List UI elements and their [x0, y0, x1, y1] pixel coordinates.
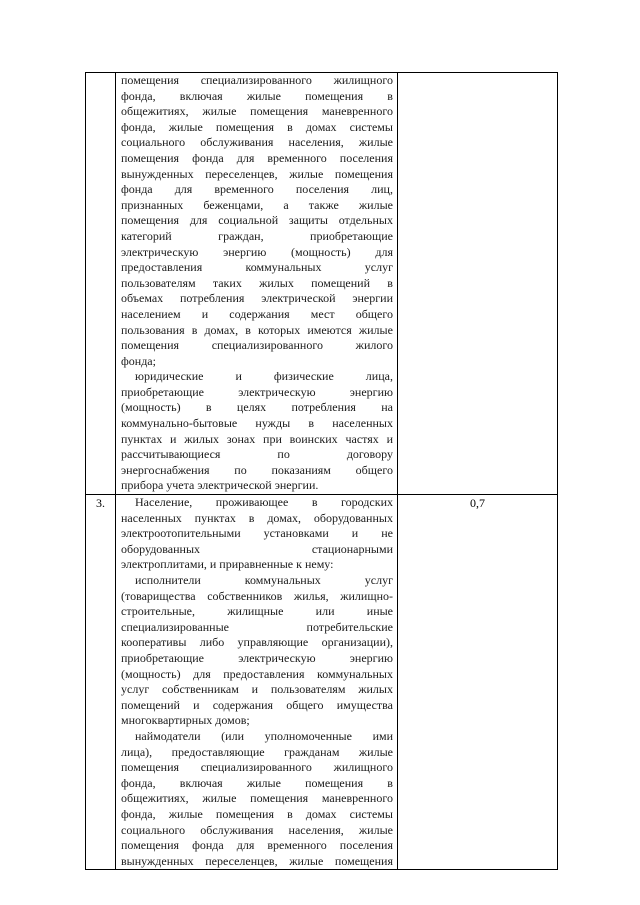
text-line — [121, 807, 393, 823]
text-word: электрической — [261, 291, 336, 306]
text-word: населением — [121, 306, 181, 321]
text-word: включая — [179, 88, 223, 103]
text-line — [121, 651, 393, 667]
text-word: и — [351, 526, 359, 541]
text-line — [121, 416, 393, 432]
text-word: электрическую — [238, 650, 316, 665]
text-word: помещения — [121, 338, 180, 353]
text-word: помещений — [121, 697, 180, 712]
text-word: ими — [372, 728, 393, 743]
text-word: содержания — [229, 306, 290, 321]
text-word: и — [251, 682, 259, 697]
text-word: пользователям — [121, 275, 196, 290]
text-word: жилые — [358, 322, 393, 337]
text-word: жилых — [259, 275, 294, 290]
text-word: поселения — [295, 182, 350, 197]
text-word: в — [287, 119, 293, 134]
row-number-cell — [86, 73, 116, 495]
text-word: общежитиях, — [121, 791, 189, 806]
text-word: жилищные — [227, 604, 284, 619]
text-word: жилые — [168, 119, 203, 134]
text-word: кооперативы — [121, 635, 187, 650]
text-word: жилые — [246, 88, 281, 103]
text-word: для — [189, 213, 208, 228]
text-word: приобретающие — [121, 384, 204, 399]
text-word: для — [174, 182, 193, 197]
text-word: населенных — [121, 510, 182, 525]
text-word: по — [234, 462, 247, 477]
text-word: признанных — [121, 197, 184, 212]
text-word: в — [387, 88, 393, 103]
text-word: пунктах — [194, 510, 236, 525]
text-word: специализированного — [200, 73, 312, 87]
table-row-continuation — [86, 73, 558, 495]
text-word: электрическую — [238, 384, 316, 399]
text-word: временного — [267, 838, 327, 853]
text-word: системы — [349, 119, 393, 134]
text-word: в — [248, 510, 255, 525]
text-word: услуг — [121, 682, 150, 697]
text-word: жилые — [358, 822, 393, 837]
text-word: рассчитывающиеся — [121, 447, 221, 462]
text-word: жилых — [358, 682, 393, 697]
text-line — [121, 791, 393, 807]
row-number — [86, 73, 115, 74]
text-word: помещений — [311, 275, 371, 290]
text-word: в — [191, 322, 198, 337]
text-word: таких — [212, 275, 242, 290]
text-line — [121, 213, 393, 229]
text-line — [121, 526, 393, 542]
text-word: коммунальных — [245, 260, 322, 275]
row-coefficient-cell — [398, 73, 558, 495]
text-word: населения, — [288, 822, 344, 837]
text-word: населения, — [288, 135, 344, 150]
row-coefficient — [398, 73, 557, 74]
text-word: собственникам — [162, 682, 239, 697]
text-word: пользования — [121, 322, 185, 337]
text-word: специализированного — [211, 338, 323, 353]
text-word: лица, — [365, 369, 393, 384]
text-word: в — [205, 400, 212, 415]
text-word: частях — [345, 431, 379, 446]
text-line — [121, 682, 393, 698]
row-description-cell — [116, 73, 398, 495]
text-word: также — [308, 197, 339, 212]
text-word: отдельных — [338, 213, 393, 228]
text-word: специализированные — [121, 619, 229, 634]
text-line — [121, 838, 393, 854]
text-word: общего — [355, 462, 393, 477]
text-word: обслуживания — [200, 822, 274, 837]
text-word: и — [201, 306, 209, 321]
text-word: в — [311, 495, 318, 510]
text-word: потребления — [291, 400, 356, 415]
text-word: жилого — [355, 338, 393, 353]
text-word: потребительские — [306, 619, 393, 634]
text-line — [121, 245, 393, 261]
text-word: коммунально-бытовые — [121, 416, 238, 431]
text-word: зонах — [226, 431, 256, 446]
text-line — [121, 323, 393, 339]
text-word: и — [193, 697, 200, 712]
text-word: а — [283, 197, 289, 212]
table-row-3 — [86, 495, 558, 870]
text-word: жилые — [202, 104, 237, 119]
text-word: маневренного — [321, 104, 393, 119]
text-word: (мощность) — [291, 244, 351, 259]
text-line — [121, 511, 393, 527]
text-word: помещения — [121, 760, 180, 775]
text-word: помещения — [121, 150, 180, 165]
row-description — [116, 495, 397, 869]
text-word: фонда — [192, 838, 224, 853]
text-line — [121, 167, 393, 183]
text-line — [121, 635, 393, 651]
text-word: (или — [221, 728, 244, 743]
text-word: или — [315, 604, 335, 619]
row-description — [116, 73, 397, 494]
text-word: юридические — [135, 369, 204, 384]
text-word: городских — [341, 495, 393, 510]
text-word: защиты — [288, 213, 328, 228]
text-word: договору — [346, 447, 393, 462]
text-word: для — [236, 150, 255, 165]
text-word: категорий — [121, 228, 172, 243]
text-word: иные — [366, 604, 393, 619]
text-word: помещения — [250, 791, 309, 806]
text-word: обслуживания — [200, 135, 274, 150]
text-word: воинских — [289, 431, 338, 446]
text-word: оборудованных — [313, 510, 393, 525]
text-word: домах — [305, 119, 337, 134]
text-line — [121, 198, 393, 214]
text-line — [121, 823, 393, 839]
text-word: на — [381, 400, 393, 415]
text-word: электроотопительными — [121, 526, 241, 541]
text-word: проживающее — [215, 495, 289, 510]
text-word: услуг — [364, 260, 393, 275]
text-word: предоставления — [121, 260, 203, 275]
text-line — [121, 729, 393, 745]
text-word: помещения — [121, 213, 180, 228]
text-word: пунктах — [121, 431, 163, 446]
text-word: для — [375, 244, 393, 259]
text-word: и — [170, 431, 177, 446]
text-word: фонда — [192, 150, 224, 165]
text-word: жилищного — [333, 760, 393, 775]
text-word: для — [193, 666, 211, 681]
text-word: в — [387, 775, 393, 790]
text-word: жилья, — [293, 588, 329, 603]
text-line — [121, 385, 393, 401]
text-word: по — [277, 447, 290, 462]
text-word: жилые — [289, 166, 324, 181]
text-line: многоквартирных домов; — [121, 713, 250, 728]
text-word: фонда, — [121, 806, 156, 821]
text-line — [121, 104, 393, 120]
text-word: наймодатели — [135, 728, 201, 743]
text-line — [121, 432, 393, 448]
text-word: временного — [214, 182, 274, 197]
text-word: жилые — [202, 791, 237, 806]
text-word: предоставления — [223, 666, 305, 681]
text-word: энергии — [352, 291, 393, 306]
row-coefficient: 0,7 — [470, 496, 485, 511]
text-line — [121, 120, 393, 136]
text-word: в — [287, 806, 293, 821]
text-word: и — [235, 369, 242, 384]
text-line — [121, 495, 393, 511]
text-line — [121, 745, 393, 761]
text-word: (товарищества — [121, 588, 196, 603]
text-word: населенных — [332, 416, 393, 431]
text-word: временного — [267, 150, 327, 165]
text-word: установками — [263, 526, 329, 541]
text-word: переселенцев, — [205, 166, 278, 181]
text-word: приобретающие — [310, 228, 393, 243]
text-word: помещения — [121, 73, 180, 87]
text-line — [121, 182, 393, 198]
text-word: пользователям — [270, 682, 346, 697]
text-word: помещения — [121, 838, 180, 853]
text-line — [121, 776, 393, 792]
text-line — [121, 573, 393, 589]
text-word: коммунальных — [244, 573, 321, 587]
text-word: потребления — [179, 291, 245, 306]
text-word: и — [386, 431, 393, 446]
text-line — [121, 760, 393, 776]
text-line — [121, 338, 393, 354]
text-line — [121, 854, 393, 870]
text-word: в — [245, 322, 251, 337]
text-line — [121, 400, 393, 416]
text-word: домах — [305, 806, 337, 821]
row-number: 3. — [96, 496, 105, 511]
text-line — [121, 276, 393, 292]
text-word: содержания — [212, 697, 274, 712]
text-line — [121, 447, 393, 463]
text-word: энергию — [349, 384, 393, 399]
text-line: электроплитами, и приравненные к нему: — [121, 557, 334, 572]
text-word: фонда, — [121, 88, 156, 103]
text-word: помещения — [215, 806, 274, 821]
text-word: жилищного — [333, 73, 393, 87]
text-word: стационарными — [311, 541, 393, 556]
text-line — [121, 135, 393, 151]
text-word: беженцами, — [203, 197, 264, 212]
text-word: не — [381, 526, 393, 541]
text-word: нужды — [255, 416, 291, 431]
text-word: жилые — [246, 775, 281, 790]
text-word: жилищно- — [340, 588, 393, 603]
text-line — [121, 667, 393, 683]
text-word: энергию — [349, 650, 393, 665]
text-word: лиц, — [371, 182, 393, 197]
row-coefficient-cell — [398, 495, 558, 870]
text-word: физические — [273, 369, 334, 384]
text-word: фонда, — [121, 119, 156, 134]
text-word: домах, — [267, 510, 302, 525]
text-word: энергию — [223, 244, 267, 259]
text-word: включая — [179, 775, 223, 790]
text-word: гражданам — [284, 744, 340, 759]
text-word: для — [236, 838, 255, 853]
text-word: социального — [121, 135, 186, 150]
text-line — [121, 73, 393, 89]
text-word: электрическую — [121, 244, 199, 259]
text-line — [121, 698, 393, 714]
text-word: собственников — [207, 588, 283, 603]
text-line: фонда; — [121, 353, 156, 368]
text-word: общего — [286, 697, 324, 712]
text-word: предоставляющие — [171, 744, 265, 759]
text-word: жилые — [358, 197, 393, 212]
text-line — [121, 369, 393, 385]
text-word: в — [387, 275, 393, 290]
text-line — [121, 151, 393, 167]
text-line — [121, 307, 393, 323]
text-word: специализированного — [200, 760, 312, 775]
text-word: при — [263, 431, 282, 446]
text-word: помещения — [334, 853, 393, 868]
text-word: фонда — [121, 182, 153, 197]
text-word: имеются — [307, 322, 352, 337]
text-word: в — [308, 416, 315, 431]
text-word: системы — [349, 806, 393, 821]
text-word: управляющие — [237, 635, 309, 650]
text-word: жилые — [289, 853, 324, 868]
text-word: целях — [236, 400, 267, 415]
text-word: фонда, — [121, 775, 156, 790]
text-word: услуг — [364, 573, 393, 587]
text-line — [121, 291, 393, 307]
text-line — [121, 260, 393, 276]
text-word: помещения — [305, 775, 364, 790]
text-word: организации), — [321, 635, 393, 650]
text-word: вынужденных — [121, 166, 194, 181]
tariff-table — [85, 72, 558, 870]
text-word: оборудованных — [121, 541, 201, 556]
text-word: помещения — [250, 104, 309, 119]
text-line — [121, 542, 393, 558]
text-word: жилые — [358, 744, 393, 759]
text-word: жилых — [184, 431, 220, 446]
text-word: социального — [121, 822, 186, 837]
text-word: строительные, — [121, 604, 195, 619]
text-word: домах, — [204, 322, 239, 337]
text-word: социальной — [218, 213, 279, 228]
text-word: помещения — [215, 119, 274, 134]
text-word: либо — [199, 635, 225, 650]
text-word: Население, — [135, 495, 193, 510]
text-word: приобретающие — [121, 650, 204, 665]
text-word: мест — [310, 306, 335, 321]
text-word: имущества — [336, 697, 393, 712]
text-word: энергоснабжения — [121, 462, 210, 477]
text-line: прибора учета электрической энергии. — [121, 478, 319, 493]
text-word: поселения — [339, 838, 393, 853]
text-line — [121, 463, 393, 479]
text-word: которых — [258, 322, 301, 337]
row-number-cell — [86, 495, 116, 870]
text-word: граждан, — [218, 228, 264, 243]
text-word: уполномоченные — [264, 728, 352, 743]
text-word: жилые — [358, 135, 393, 150]
text-word: переселенцев, — [205, 853, 278, 868]
text-line — [121, 589, 393, 605]
text-word: поселения — [339, 150, 393, 165]
text-line — [121, 620, 393, 636]
text-word: помещения — [305, 88, 364, 103]
text-word: маневренного — [321, 791, 393, 806]
text-word: жилые — [168, 806, 203, 821]
text-word: общежитиях, — [121, 104, 189, 119]
text-word: (мощность) — [121, 400, 181, 415]
text-word: исполнители — [135, 573, 201, 587]
text-line — [121, 604, 393, 620]
text-line — [121, 229, 393, 245]
text-word: объемах — [121, 291, 164, 306]
text-word: коммунальных — [317, 666, 393, 681]
text-word: (мощность) — [121, 666, 181, 681]
text-word: помещения — [334, 166, 393, 181]
row-description-cell — [116, 495, 398, 870]
text-word: вынужденных — [121, 853, 194, 868]
text-line — [121, 89, 393, 105]
text-word: показаниям — [271, 462, 331, 477]
text-word: лица), — [121, 744, 153, 759]
text-word: общего — [355, 306, 393, 321]
